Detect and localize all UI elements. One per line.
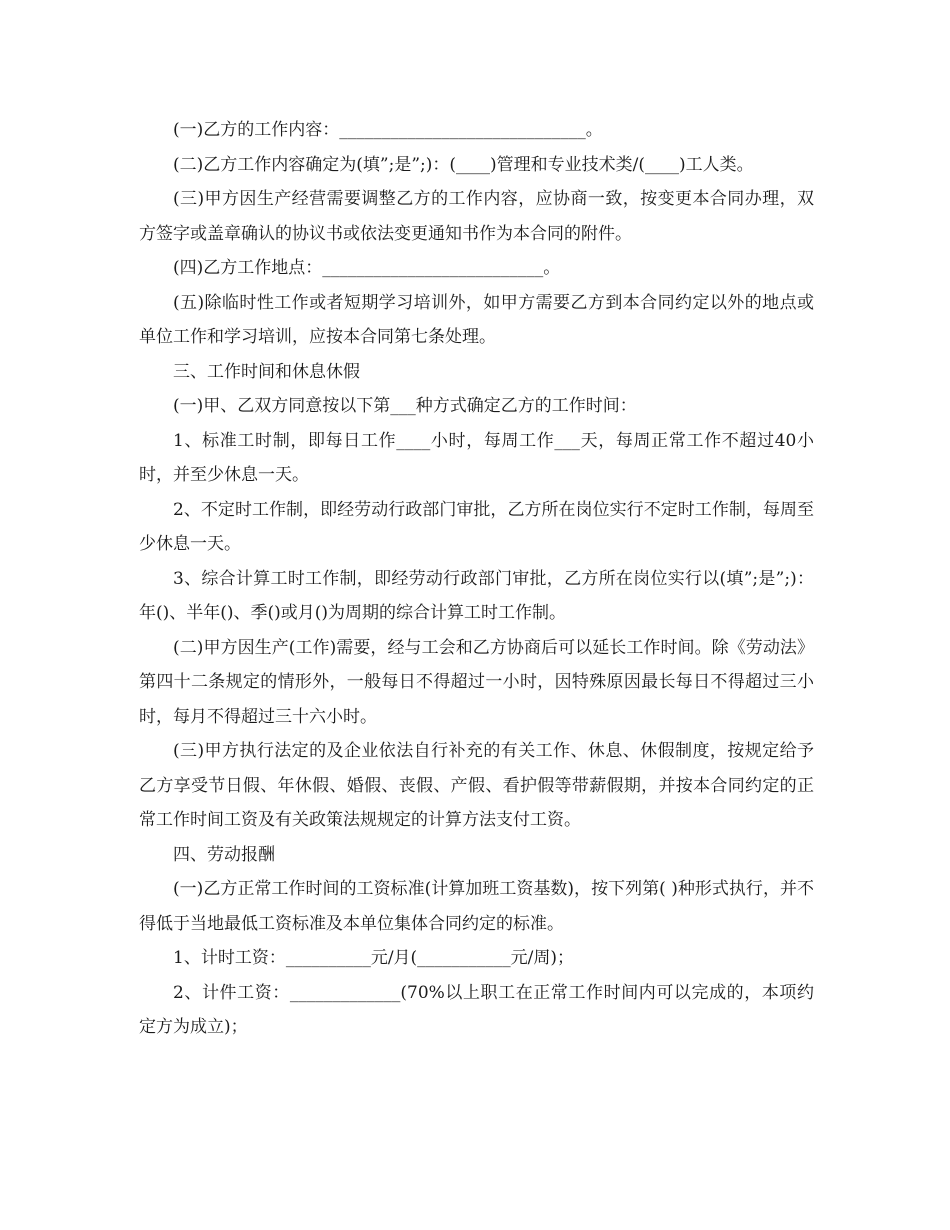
section-heading-remuneration: 四、劳动报酬: [173, 844, 275, 865]
paragraph-comprehensive-hours: 3、综合计算工时工作制，即经劳动行政部门审批，乙方所在岗位实行以(填”;是”;)：年()、半年()、季()或月()为周期的综合计算工时工作制。: [139, 568, 814, 623]
paragraph-work-location: (四)乙方工作地点：__________________________。: [173, 258, 561, 278]
paragraph-external-work: (五)除临时性工作或者短期学习培训外，如甲方需要乙方到本合同约定以外的地点或单位工作和学习培训，应按本合同第七条处理。: [139, 292, 814, 347]
paragraph-leave-policy: (三)甲方执行法定的及企业依法自行补充的有关工作、休息、休假制度，按规定给予乙方享受节日假、年休假、婚假、丧假、产假、看护假等带薪假期，并按本合同约定的正常工作时间工资及有关政策法规规定的计算方法支付工资。: [139, 741, 814, 830]
paragraph-work-time-method: (一)甲、乙双方同意按以下第___种方式确定乙方的工作时间：: [173, 396, 637, 416]
paragraph-work-content: (一)乙方的工作内容：_____________________________。: [173, 120, 603, 140]
paragraph-standard-hours: 1、标准工时制，即每日工作____小时，每周工作___天，每周正常工作不超过40小时，并至少休息一天。: [139, 430, 814, 485]
paragraph-wage-standard: (一)乙方正常工作时间的工资标准(计算加班工资基数)，按下列第( )种形式执行，并不得低于当地最低工资标准及本单位集体合同约定的标准。: [139, 879, 814, 934]
paragraph-time-wage: 1、计时工资：__________元/月(___________元/周)；: [173, 948, 575, 968]
paragraph-overtime: (二)甲方因生产(工作)需要，经与工会和乙方协商后可以延长工作时间。除《劳动法》第四十二条规定的情形外，一般每日不得超过一小时，因特殊原因最长每日不得超过三小时，每月不得超过三十六小时。: [139, 637, 814, 727]
paragraph-work-type: (二)乙方工作内容确定为(填”;是”;)：(____)管理和专业技术类/(____)工人类。: [173, 154, 754, 175]
section-heading-work-time: 三、工作时间和休息休假: [173, 361, 360, 382]
contract-body: [139, 113, 814, 1045]
paragraph-flexible-hours: 2、不定时工作制，即经劳动行政部门审批，乙方所在岗位实行不定时工作制，每周至少休息一天。: [139, 499, 814, 554]
paragraph-content-adjustment: (三)甲方因生产经营需要调整乙方的工作内容，应协商一致，按变更本合同办理，双方签字或盖章确认的协议书或依法变更通知书作为本合同的附件。: [139, 189, 814, 244]
paragraph-piece-wage: 2、计件工资：_____________(70%以上职工在正常工作时间内可以完成的，本项约定方为成立)；: [139, 982, 814, 1037]
